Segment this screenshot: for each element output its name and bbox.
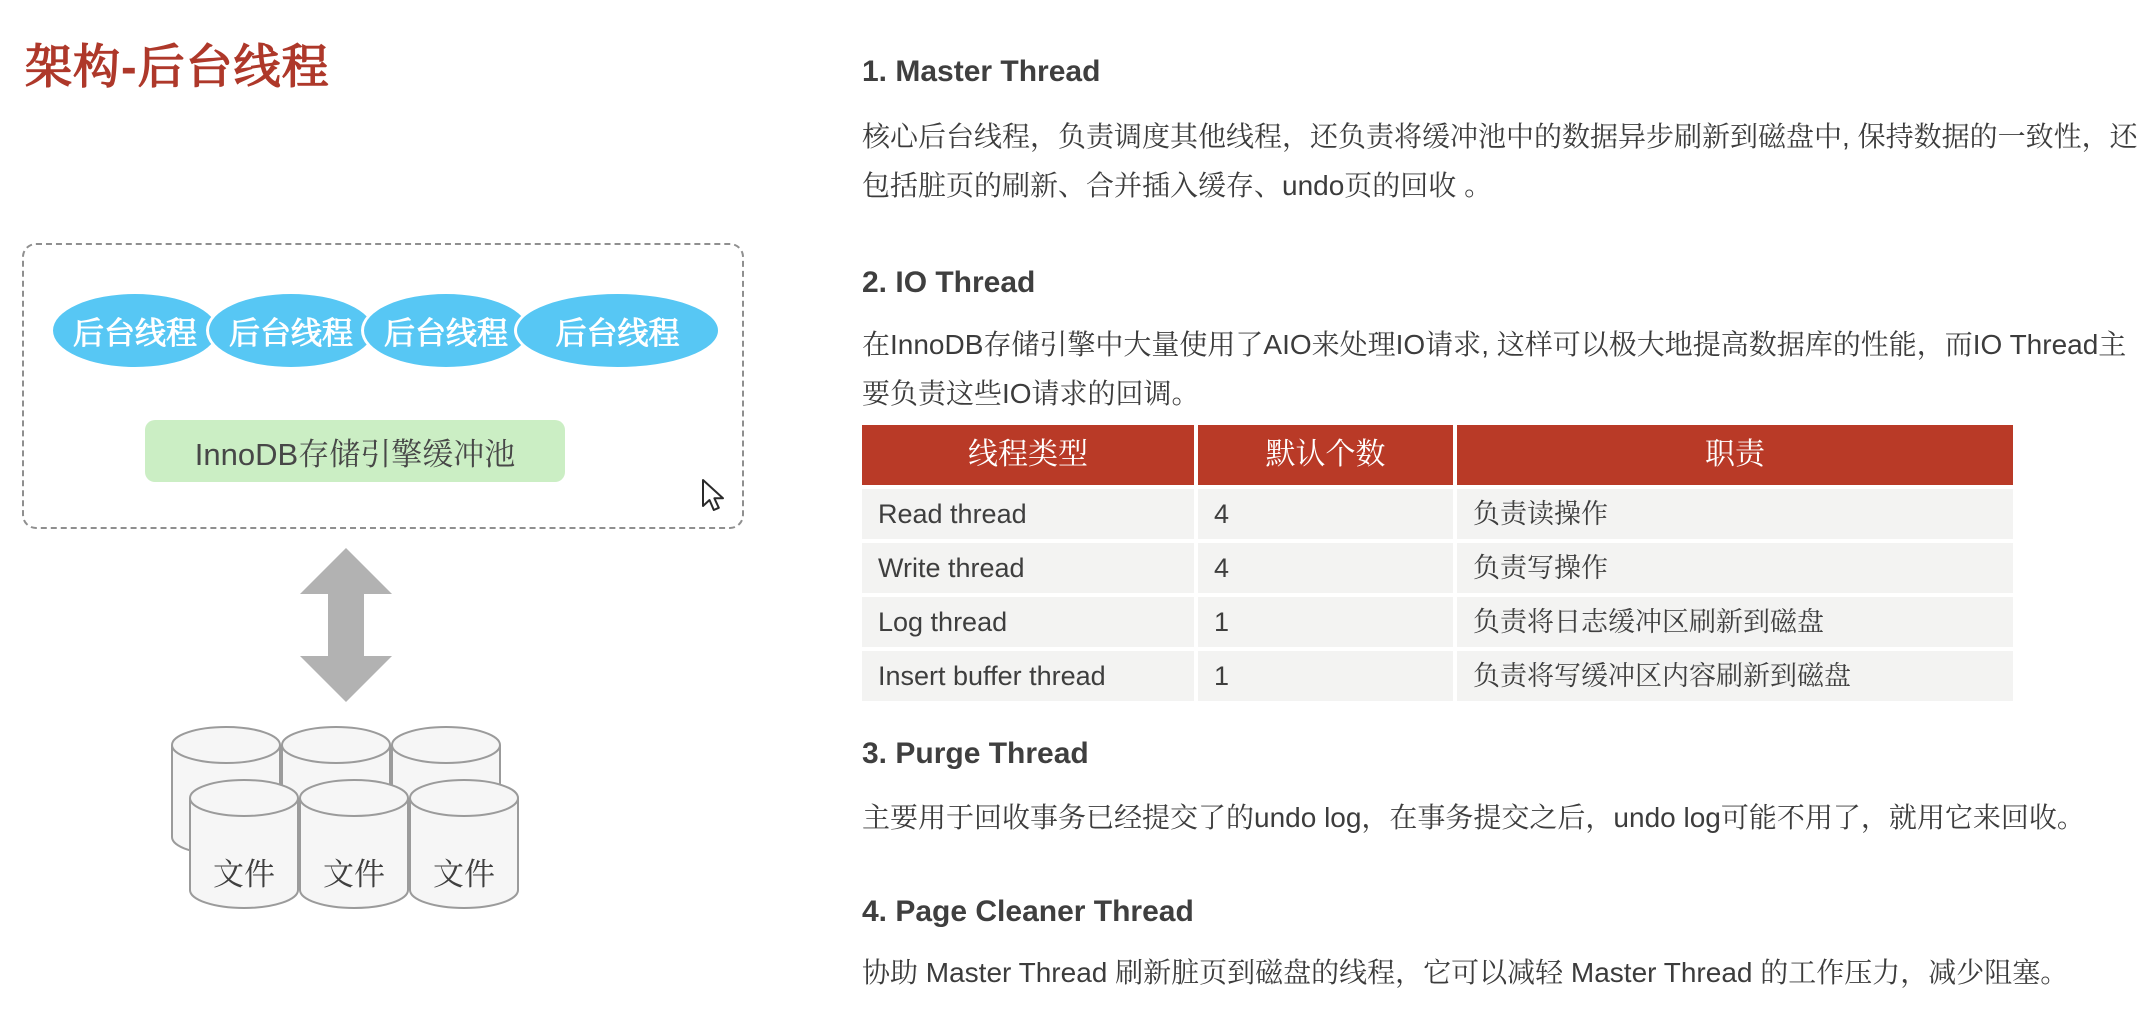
thread-label: 后台线程	[384, 316, 508, 351]
buffer-pool-label: InnoDB存储引擎缓冲池	[194, 436, 516, 472]
section-heading-page-cleaner-thread: 4. Page Cleaner Thread	[862, 895, 1194, 928]
table-cell: 负责写操作	[1457, 543, 2013, 593]
thread-label: 后台线程	[73, 316, 197, 351]
background-thread-ellipse	[514, 291, 721, 370]
section-heading-io-thread: 2. IO Thread	[862, 266, 1036, 299]
background-thread-ellipse	[206, 291, 376, 370]
file-label: 文件	[213, 857, 275, 892]
section-body-io-thread: 在InnoDB存储引擎中大量使用了AIO来处理IO请求, 这样可以极大地提高数据库的性能，而IO Thread主要负责这些IO请求的回调。	[862, 329, 2127, 409]
background-thread-ellipse	[361, 291, 531, 370]
section-body-purge-thread: 主要用于回收事务已经提交了的undo log，在事务提交之后，undo log可能不用了，就用它来回收。	[862, 802, 2085, 833]
file-label: 文件	[323, 857, 385, 892]
section-heading-master-thread: 1. Master Thread	[862, 55, 1101, 88]
thread-label: 后台线程	[555, 316, 680, 351]
table-cell: 负责将日志缓冲区刷新到磁盘	[1457, 597, 2013, 647]
innodb-instance-box	[22, 243, 744, 529]
table-cell: 1	[1198, 597, 1453, 647]
double-arrow-icon	[300, 548, 392, 702]
file-cylinder	[188, 778, 300, 910]
file-cylinder	[298, 778, 410, 910]
table-cell: 负责读操作	[1457, 489, 2013, 539]
section-body-master-thread: 核心后台线程，负责调度其他线程，还负责将缓冲池中的数据异步刷新到磁盘中, 保持数据的一致性，还包括脏页的刷新、合并插入缓存、undo页的回收 。	[862, 121, 2138, 201]
table-cell: 1	[1198, 651, 1453, 701]
file-cylinder	[408, 778, 520, 910]
table-cell: Write thread	[862, 543, 1194, 593]
mouse-cursor-icon	[700, 478, 728, 514]
file-label: 文件	[433, 857, 495, 892]
table-header-cell: 线程类型	[862, 425, 1194, 485]
thread-label: 后台线程	[229, 316, 353, 351]
table-header-cell: 默认个数	[1198, 425, 1453, 485]
table-cell: 4	[1198, 489, 1453, 539]
io-thread-table	[862, 425, 2013, 701]
table-cell: 负责将写缓冲区内容刷新到磁盘	[1457, 651, 2013, 701]
table-cell: Insert buffer thread	[862, 651, 1194, 701]
table-header-cell: 职责	[1457, 425, 2013, 485]
page-title: 架构-后台线程	[25, 40, 330, 93]
table-cell: 4	[1198, 543, 1453, 593]
table-cell: Log thread	[862, 597, 1194, 647]
table-cell: Read thread	[862, 489, 1194, 539]
background-thread-ellipse	[50, 291, 220, 370]
section-heading-purge-thread: 3. Purge Thread	[862, 737, 1089, 770]
buffer-pool-box	[145, 420, 565, 482]
section-body-page-cleaner-thread: 协助 Master Thread 刷新脏页到磁盘的线程，它可以减轻 Master Thread 的工作压力，减少阻塞。	[862, 957, 2069, 988]
